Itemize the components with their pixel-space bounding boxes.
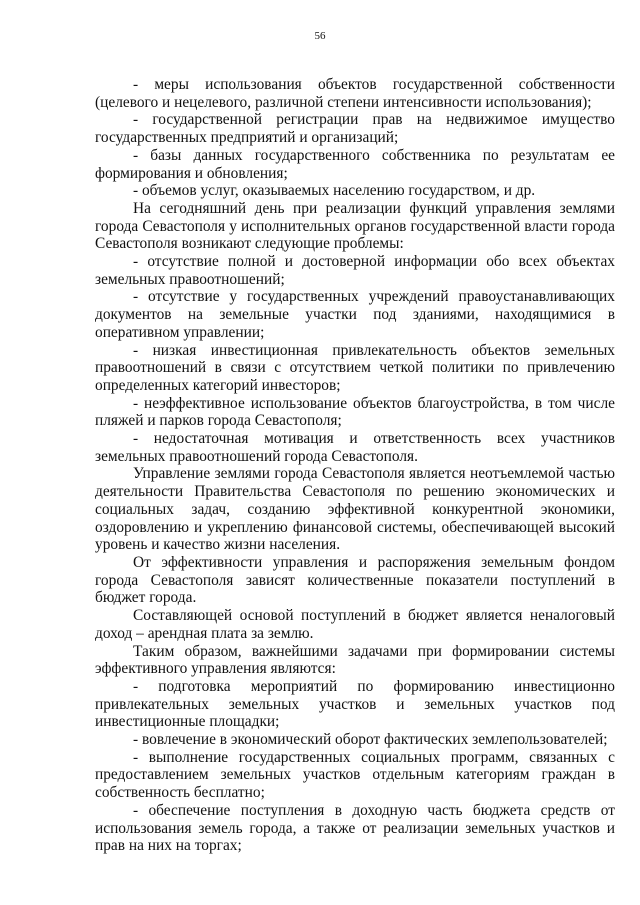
paragraph: Управление землями города Севастополя является неотъемлемой частью деятельности Правительства Севастополя по решению экономических и социальных задач, созданию эффективной конкурентной экономики, оздоровлению и укреплению финансовой системы, обеспечивающей высокий уровень и качество жизни населения.: [95, 465, 615, 554]
paragraph: - объемов услуг, оказываемых населению государством, и др.: [133, 182, 536, 200]
paragraph: - базы данных государственного собственника по результатам ее формирования и обновления;: [95, 146, 615, 182]
paragraph: На сегодняшний день при реализации функций управления землями города Севастополя у исполнительных органов государственной власти города Севастополя возникают следующие проблемы:: [95, 199, 615, 253]
page-number: 56: [314, 30, 326, 42]
paragraph: - отсутствие полной и достоверной информации обо всех объектах земельных правоотношений;: [95, 253, 615, 288]
paragraph: - меры использования объектов государственной собственности (целевого и нецелевого, различной степени интенсивности использования);: [95, 76, 615, 111]
paragraph: - государственной регистрации прав на недвижимое имущество государственных предприятий и организаций;: [95, 111, 615, 147]
paragraph: - вовлечение в экономический оборот фактических землепользователей;: [133, 731, 608, 749]
document-body: [95, 76, 615, 855]
paragraph: - неэффективное использование объектов благоустройства, в том числе пляжей и парков города Севастополя;: [95, 394, 615, 430]
paragraph: Таким образом, важнейшими задачами при формировании системы эффективного управления являются:: [95, 642, 615, 678]
paragraph: - подготовка мероприятий по формированию инвестиционно привлекательных земельных участков и земельных участков под инвестиционные площадки;: [95, 677, 615, 731]
paragraph: - отсутствие у государственных учреждений правоустанавливающих документов на земельные участки под зданиями, находящимися в оперативном управлении;: [95, 288, 615, 341]
paragraph: - низкая инвестиционная привлекательность объектов земельных правоотношений в связи с отсутствием четкой политики по привлечению определенных категорий инвесторов;: [95, 341, 615, 394]
paragraph: - выполнение государственных социальных программ, связанных с предоставлением земельных участков отдельным категориям граждан в собственность бесплатно;: [95, 748, 615, 802]
paragraph: - обеспечение поступления в доходную часть бюджета средств от использования земель города, а также от реализации земельных участков и прав на них на торгах;: [95, 801, 615, 855]
paragraph: Составляющей основой поступлений в бюджет является неналоговый доход – арендная плата за землю.: [95, 607, 615, 642]
paragraph: - недостаточная мотивация и ответственность всех участников земельных правоотношений города Севастополя.: [95, 430, 615, 465]
paragraph: От эффективности управления и распоряжения земельным фондом города Севастополя зависят количественные показатели поступлений в бюджет города.: [95, 553, 615, 607]
